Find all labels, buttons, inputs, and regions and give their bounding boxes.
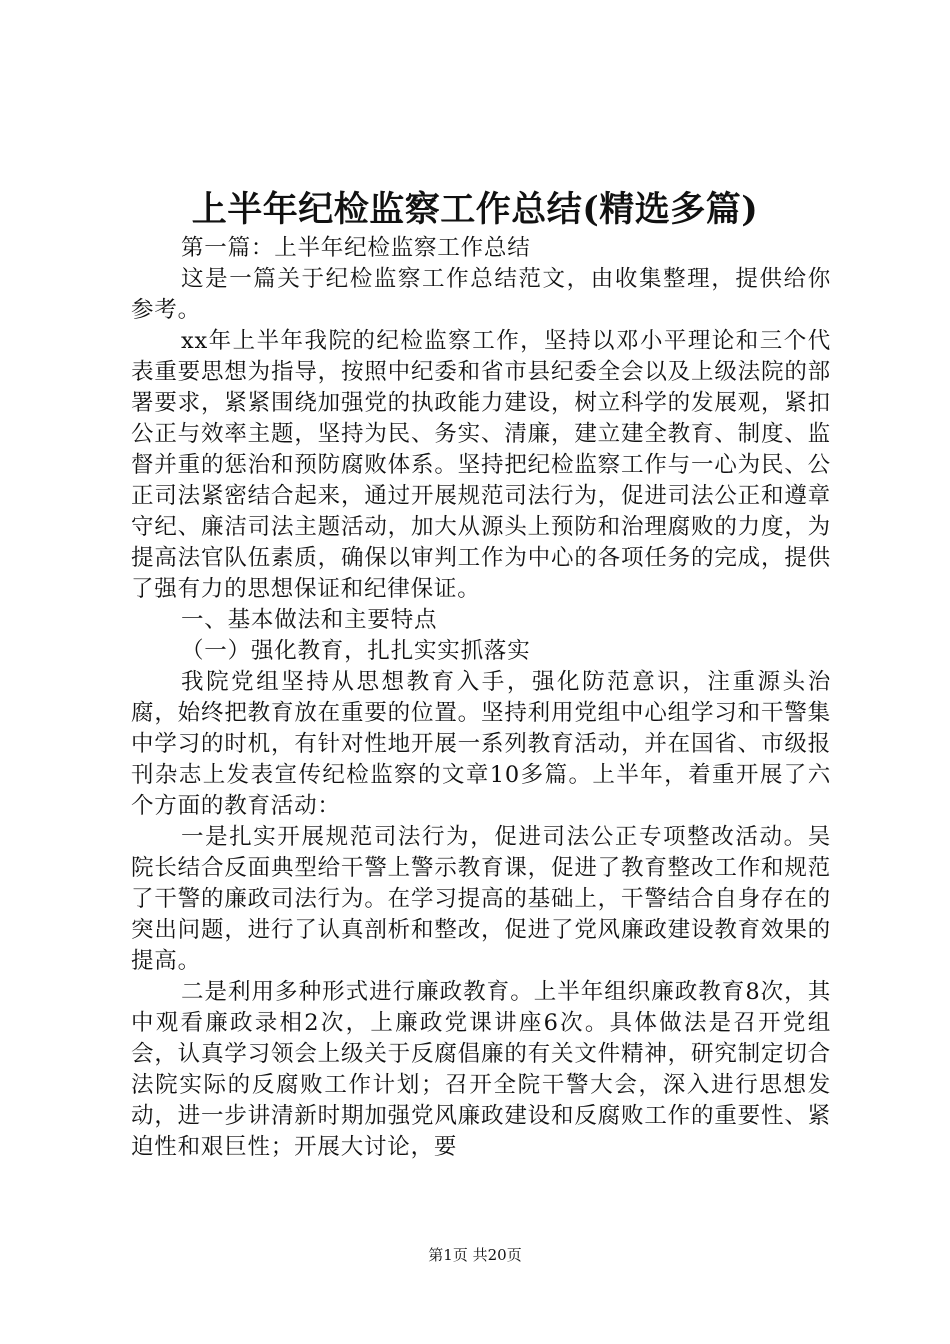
body-paragraph: 我院党组坚持从思想教育入手，强化防范意识，注重源头治腐，始终把教育放在重要的位置。坚持利用党组中心组学习和干警集中学习的时机，有针对性地开展一系列教育活动，并在国省、市级报刊杂志上发表宣传纪检监察的文章10多篇。上半年，着重开展了六个方面的教育活动： — [131, 669, 831, 819]
document-body — [131, 233, 831, 1163]
body-paragraph: xx年上半年我院的纪检监察工作，坚持以邓小平理论和三个代表重要思想为指导，按照中纪委和省市县纪委全会以及上级法院的部署要求，紧紧围绕加强党的执政能力建设，树立科学的发展观，紧扣公正与效率主题，坚持为民、务实、清廉，建立建全教育、制度、监督并重的惩治和预防腐败体系。坚持把纪检监察工作与一心为民、公正司法紧密结合起来，通过开展规范司法行为，促进司法公正和遵章守纪、廉洁司法主题活动，加大从源头上预防和治理腐败的力度，为提高法官队伍素质，确保以审判工作为中心的各项任务的完成，提供了强有力的思想保证和纪律保证。 — [131, 328, 831, 602]
subsection-heading: （一）强化教育，扎扎实实抓落实 — [181, 638, 531, 664]
page-footer: 第1页 共20页 — [428, 1246, 522, 1264]
body-paragraph: 二是利用多种形式进行廉政教育。上半年组织廉政教育8次，其中观看廉政录相2次，上廉政党课讲座6次。具体做法是召开党组会，认真学习领会上级关于反腐倡廉的有关文件精神，研究制定切合法院实际的反腐败工作计划；召开全院干警大会，深入进行思想发动，进一步讲清新时期加强党风廉政建设和反腐败工作的重要性、紧迫性和艰巨性；开展大讨论，要 — [131, 979, 831, 1160]
section-heading: 一、基本做法和主要特点 — [181, 607, 438, 633]
section-heading: 第一篇：上半年纪检监察工作总结 — [181, 235, 531, 261]
body-paragraph: 一是扎实开展规范司法行为，促进司法公正专项整改活动。吴院长结合反面典型给干警上警示教育课，促进了教育整改工作和规范了干警的廉政司法行为。在学习提高的基础上，干警结合自身存在的突出问题，进行了认真剖析和整改，促进了党风廉政建设教育效果的提高。 — [131, 824, 831, 974]
document-title: 上半年纪检监察工作总结(精选多篇) — [191, 189, 759, 230]
body-paragraph: 这是一篇关于纪检监察工作总结范文，由收集整理，提供给你参考。 — [131, 266, 831, 323]
